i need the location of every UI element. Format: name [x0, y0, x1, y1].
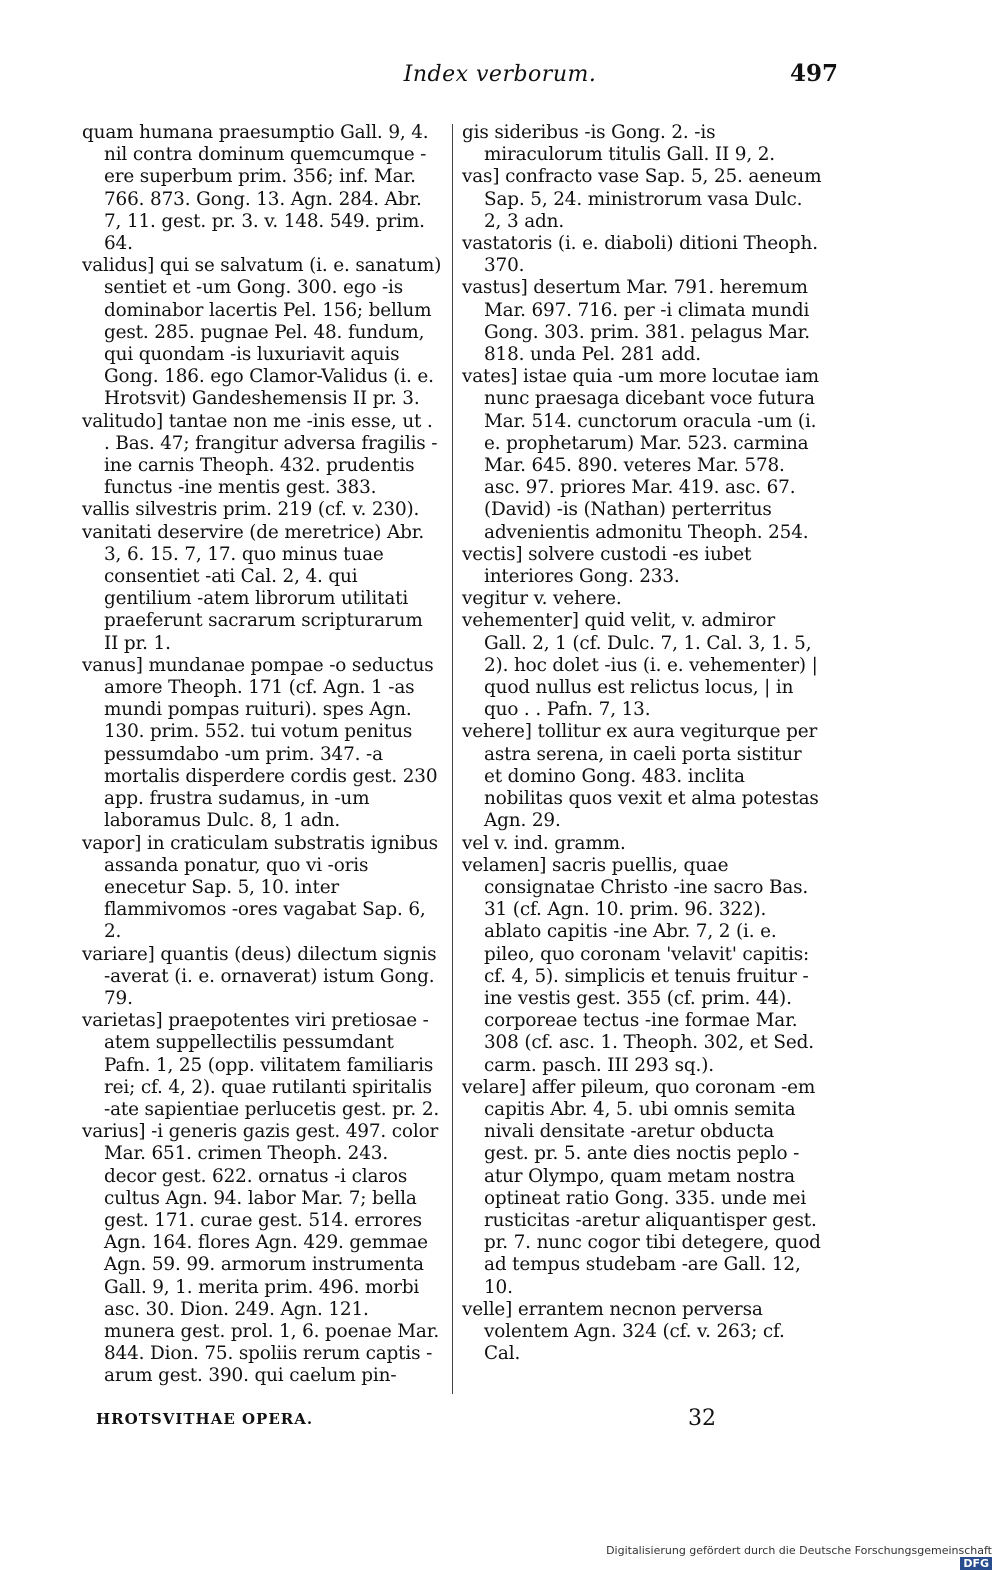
index-entry: vapor] in craticulam substratis ignibus assanda ponatur, quo vi -oris enecetur Sap. 5, 10. inter flammivomos -ores vagabat Sap. 6, 2.: [82, 832, 438, 943]
index-entry: valitudo] tantae non me -inis esse, ut . . Bas. 47; frangitur adversa fragilis -ine carnis Theoph. 432. prudentis functus -ine mentis gest. 383.: [82, 410, 438, 499]
index-entry: vastatoris (i. e. diaboli) ditioni Theoph. 370.: [462, 233, 818, 277]
page-number: 497: [789, 60, 838, 87]
column-divider: [452, 124, 453, 1394]
dfg-logo: DFG: [960, 1557, 992, 1570]
left-column: [82, 122, 442, 1388]
index-entry: varietas] praepotentes viri pretiosae -atem suppellectilis pessumdant Pafn. 1, 25 (opp. vilitatem familiaris rei; cf. 4, 2). quae rutilanti spiritalis -ate sapientiae perlucetis gest. pr. 2.: [82, 1010, 440, 1120]
index-entry: vas] confracto vase Sap. 5, 25. aeneum Sap. 5, 24. ministrorum vasa Dulc. 2, 3 adn.: [462, 166, 822, 232]
index-entry: vehementer] quid velit, v. admiror Gall. 2, 1 (cf. Dulc. 7, 1. Cal. 3, 1. 5, 2). hoc dolet -ius (i. e. vehementer) | quod nullus est relictus locus, | in quo . . Pafn. 7, 13.: [462, 610, 818, 721]
running-title: Index verborum.: [403, 62, 597, 87]
index-entry: velare] affer pileum, quo coronam -em capitis Abr. 4, 5. ubi omnis semita nivali densitate -aretur obducta gest. pr. 5. ante dies noctis peplo -atur Olympo, quam metam nostra optineat ratio Gong. 335. unde mei rusticitas -aretur aliquantisper gest. pr. 7. nunc cogor tibi detegere, quod ad tempus studebam -are Gall. 12, 10.: [462, 1076, 821, 1298]
right-column: [462, 122, 822, 1365]
index-entry: vanitati deservire (de meretrice) Abr. 3, 6. 15. 7, 17. quo minus tuae consentiet -ati Cal. 2, 4. qui gentilium -atem librorum utilitati praeferunt sacrarum scripturarum II pr. 1.: [82, 521, 425, 654]
index-entry: vel v. ind. gramm.: [462, 832, 626, 854]
index-entry: velle] errantem necnon perversa volentem Agn. 324 (cf. v. 263; cf. Cal.: [462, 1298, 785, 1365]
index-entry: vallis silvestris prim. 219 (cf. v. 230).: [82, 499, 420, 521]
digitization-text: Digitalisierung gefördert durch die Deutsche Forschungsgemeinschaft: [606, 1544, 992, 1557]
index-entry: vectis] solvere custodi -es iubet interiores Gong. 233.: [462, 543, 752, 588]
index-entry: vates] istae quia -um more locutae iam nunc praesaga dicebant voce futura Mar. 514. cunctorum oracula -um (i. e. prophetarum) Mar. 523. carmina Mar. 645. 890. veteres Mar. 578. asc. 97. priores Mar. 419. asc. 67. (David) -is (Nathan) perterritus advenientis admonitu Theoph. 254.: [462, 366, 819, 543]
signature-mark: 32: [688, 1406, 716, 1431]
index-entry: gis sideribus -is Gong. 2. -is miraculorum titulis Gall. II 9, 2.: [462, 122, 775, 166]
index-entry: variare] quantis (deus) dilectum signis -averat (i. e. ornaverat) istum Gong. 79.: [82, 943, 437, 1009]
index-entry: validus] qui se salvatum (i. e. sanatum) sentiet et -um Gong. 300. ego -is dominabor lacertis Pel. 156; bellum gest. 285. pugnae Pel. 48. fundum, qui quondam -is luxuriavit aquis Gong. 186. ego Clamor-Validus (i. e. Hrotsvit) Gandeshemensis II pr. 3.: [82, 255, 442, 410]
index-entry: velamen] sacris puellis, quae consignatae Christo -ine sacro Bas. 31 (cf. Agn. 10. prim. 96. 322). ablato capitis -ine Abr. 7, 2 (i. e. pileo, quo coronam 'velavit' capitis: cf. 4, 5). simplicis et tenuis fruitur -ine vestis gest. 355 (cf. prim. 44). corporeae tectus -ine formae Mar. 308 (cf. asc. 1. Theoph. 302, et Sed. carm. pasch. III 293 sq.).: [462, 854, 814, 1076]
index-entry: vegitur v. vehere.: [462, 588, 622, 610]
index-entry: vehere] tollitur ex aura vegiturque per astra serena, in caeli porta sistitur et domino Gong. 483. inclita nobilitas quos vexit et alma potestas Agn. 29.: [462, 721, 819, 832]
book-title-footer: HROTSVITHAE OPERA.: [96, 1410, 314, 1428]
index-entry: vanus] mundanae pompae -o seductus amore Theoph. 171 (cf. Agn. 1 -as mundi pompas ruituri). spes Agn. 130. prim. 552. tui votum penitus pessumdabo -um prim. 347. -a mortalis disperdere cordis gest. 230 app. frustra sudamus, in -um laboramus Dulc. 8, 1 adn.: [82, 654, 438, 832]
digitization-note: [600, 1544, 992, 1570]
index-entry: varius] -i generis gazis gest. 497. color Mar. 651. crimen Theoph. 243. decor gest. 622. ornatus -i claros cultus Agn. 94. labor Mar. 7; bella gest. 171. curae gest. 514. errores Agn. 164. flores Agn. 429. gemmae Agn. 59. 99. armorum instrumenta Gall. 9, 1. merita prim. 496. morbi asc. 30. Dion. 249. Agn. 121. munera gest. prol. 1, 6. poenae Mar. 844. Dion. 75. spoliis rerum captis -arum gest. 390. qui caelum pin-: [82, 1121, 440, 1387]
index-entry: quam humana praesumptio Gall. 9, 4. nil contra dominum quemcumque -ere superbum prim. 356; inf. Mar. 766. 873. Gong. 13. Agn. 284. Abr. 7, 11. gest. pr. 3. v. 148. 549. prim. 64.: [82, 122, 429, 255]
index-entry: vastus] desertum Mar. 791. heremum Mar. 697. 716. per -i climata mundi Gong. 303. prim. 381. pelagus Mar. 818. unda Pel. 281 add.: [462, 277, 810, 366]
